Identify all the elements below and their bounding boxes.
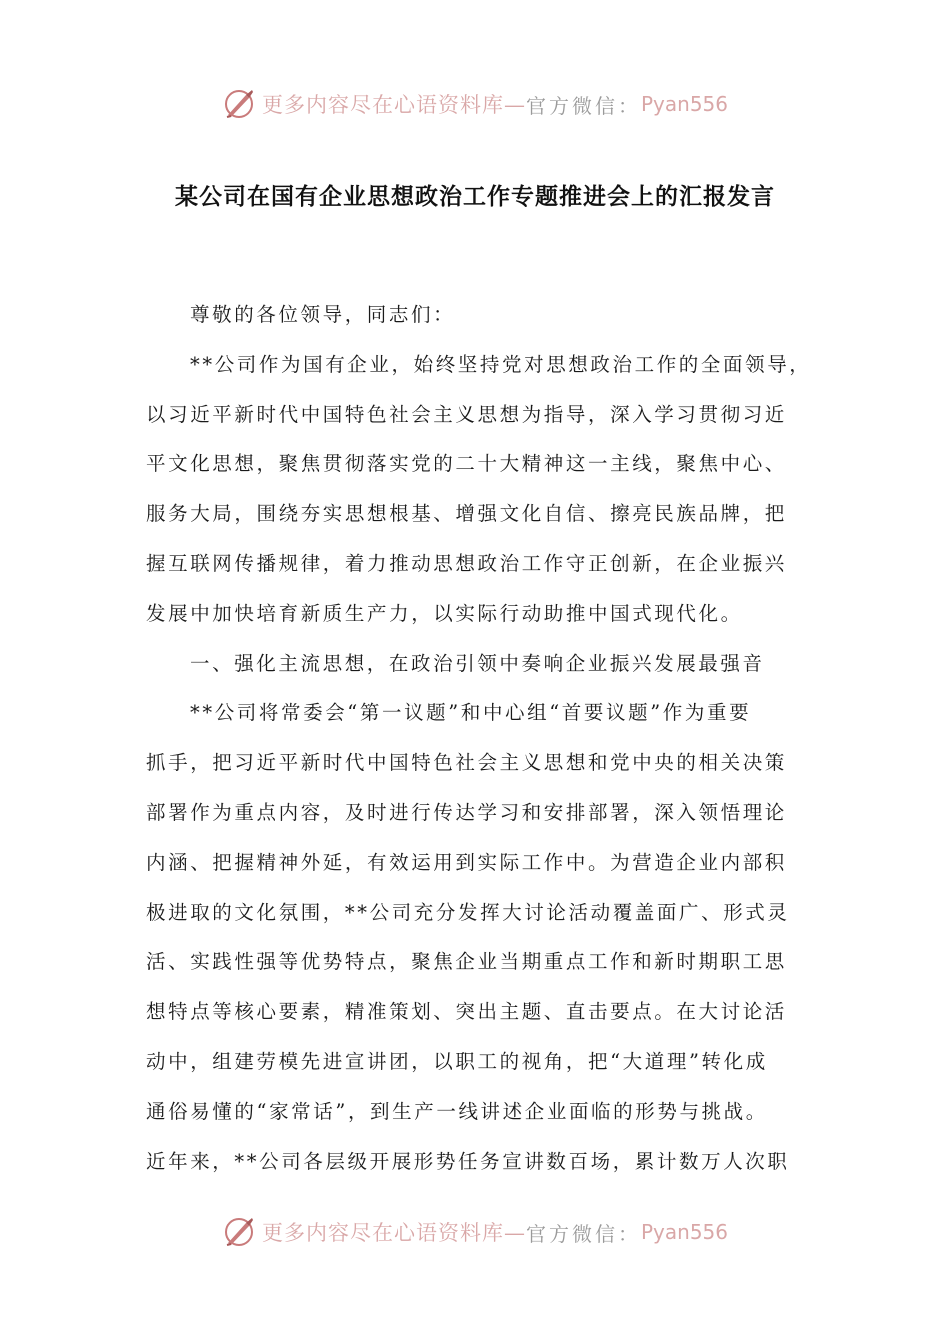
body-line: 动中，组建劳模先进宣讲团，以职工的视角，把“大道理”转化成 bbox=[146, 1049, 768, 1073]
body-line: 通俗易懂的“家常话”，到生产一线讲述企业面临的形势与挑战。 bbox=[146, 1099, 768, 1123]
watermark-text: 更多内容尽在心语资料库— bbox=[261, 1221, 526, 1245]
body-line: 以习近平新时代中国特色社会主义思想为指导，深入学习贯彻习近 bbox=[146, 402, 787, 426]
body-line: **公司作为国有企业，始终坚持党对思想政治工作的全面领导， bbox=[190, 352, 812, 376]
body-line: 极进取的文化氛围，**公司充分发挥大讨论活动覆盖面广、形式灵 bbox=[146, 900, 790, 924]
watermark-wechat-id: Pyan556 bbox=[640, 92, 728, 116]
body-line: 握互联网传播规律，着力推动思想政治工作守正创新，在企业振兴 bbox=[146, 551, 787, 575]
watermark-wechat-label: 官方微信： bbox=[525, 93, 641, 118]
section-heading: 一、强化主流思想，在政治引领中奏响企业振兴发展最强音 bbox=[190, 651, 765, 675]
quill-pen-logo-icon bbox=[222, 1215, 256, 1249]
body-line: 平文化思想，聚焦贯彻落实党的二十大精神这一主线，聚焦中心、 bbox=[146, 452, 787, 476]
body-line: 抓手，把习近平新时代中国特色社会主义思想和党中央的相关决策 bbox=[146, 751, 787, 775]
body-line: **公司将常委会“第一议题”和中心组“首要议题”作为重要 bbox=[190, 701, 752, 725]
body-line: 近年来，**公司各层级开展形势任务宣讲数百场，累计数万人次职 bbox=[146, 1149, 790, 1173]
watermark-banner-bottom bbox=[0, 1212, 950, 1252]
body-line: 发展中加快培育新质生产力，以实际行动助推中国式现代化。 bbox=[146, 601, 743, 625]
watermark-wechat-id: Pyan556 bbox=[640, 1220, 728, 1244]
quill-pen-logo-icon bbox=[222, 87, 256, 121]
watermark-banner-top bbox=[0, 84, 950, 124]
document-title: 某公司在国有企业思想政治工作专题推进会上的汇报发言 bbox=[175, 183, 775, 210]
watermark-wechat-label: 官方微信： bbox=[525, 1221, 641, 1246]
salutation-line: 尊敬的各位领导，同志们： bbox=[190, 303, 456, 326]
body-line: 服务大局，围绕夯实思想根基、增强文化自信、擦亮民族品牌，把 bbox=[146, 502, 787, 526]
body-line: 部署作为重点内容，及时进行传达学习和安排部署，深入领悟理论 bbox=[146, 800, 787, 824]
document-body bbox=[146, 300, 812, 1196]
watermark-text: 更多内容尽在心语资料库— bbox=[261, 93, 526, 117]
body-line: 想特点等核心要素，精准策划、突出主题、直击要点。在大讨论活 bbox=[146, 1000, 787, 1024]
body-line: 活、实践性强等优势特点，聚焦企业当期重点工作和新时期职工思 bbox=[146, 950, 787, 974]
body-line: 内涵、把握精神外延，有效运用到实际工作中。为营造企业内部积 bbox=[146, 850, 787, 874]
